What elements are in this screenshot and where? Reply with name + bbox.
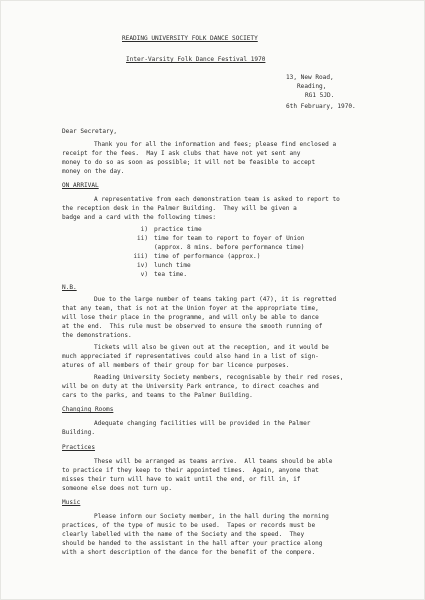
members-line: will be on duty at the University Park entrance, to direct coaches and	[62, 383, 319, 390]
arrival-line: badge and a card with the following times:	[62, 214, 217, 221]
salutation: Dear Secretary,	[62, 128, 118, 135]
address-line-1: 13, New Road,	[286, 74, 334, 81]
arrival-line: the reception desk in the Palmer Building. They will be given a	[62, 205, 297, 212]
music-line: should be handed to the assistant in the hall after your practice along	[62, 540, 323, 547]
intro-line: Thank you for all the information and fees; please find enclosed a	[94, 141, 337, 148]
practices-heading: Practices	[62, 444, 96, 451]
practices-line: to practice if they keep to their appointed times. Again, anyone that	[62, 467, 319, 474]
members-line: Reading University Society members, recognisable by their red roses,	[94, 374, 344, 381]
time-item: i) practice time	[140, 226, 202, 233]
intro-line: money to do so as soon as possible; it will not be feasible to accept	[62, 159, 316, 166]
festival-heading: Inter-Varsity Folk Dance Festival 1970	[126, 56, 266, 63]
time-item: v) tea time.	[140, 271, 188, 278]
time-item: ii) time for team to report to foyer of Union	[136, 235, 305, 242]
nb-line: at the end. This rule must be observed to ensure the smooth running of	[62, 323, 323, 330]
practices-line: someone else does not turn up.	[62, 485, 173, 492]
music-line: practices, of the type of music to be used. Tapes or records must be	[62, 522, 316, 529]
address-line-2: Reading,	[297, 83, 327, 90]
music-line: Please inform our Society member, in the hall during the morning	[94, 513, 329, 520]
nb-line: will lose their place in the programme, and will only be able to dance	[62, 314, 319, 321]
music-line: with a short description of the dance for the benefit of the compere.	[62, 549, 316, 556]
music-line: clearly labelled with the name of the Society and the speed. They	[62, 531, 305, 538]
intro-line: money on the day.	[62, 168, 125, 175]
nb-line: that any team, that is not at the Union foyer at the appropriate time,	[62, 305, 319, 312]
intro-line: receipt for the fees. May I ask clubs that have not yet sent any	[62, 150, 301, 157]
nb-line: Due to the large number of teams taking part (47), it is regretted	[94, 296, 337, 303]
practices-line: misses their turn will have to wait until the end, or fill in, if	[62, 476, 301, 483]
letter-date: 6th February, 1970.	[286, 103, 356, 110]
tickets-line: Tickets will also be given out at the reception, and it would be	[94, 344, 329, 351]
music-heading: Music	[62, 499, 81, 506]
arrival-line: A representative from each demonstration team is asked to report to	[94, 196, 340, 203]
time-item: iv) lunch time	[136, 262, 191, 269]
time-item: (approx. 8 mins. before performance time)	[154, 244, 305, 251]
society-heading: READING UNIVERSITY FOLK DANCE SOCIETY	[122, 35, 258, 42]
time-item: iii) time of performance (approx.)	[133, 253, 261, 260]
tickets-line: much appreciated if representatives could also hand in a list of sign-	[62, 353, 319, 360]
nb-line: the demonstrations.	[62, 332, 132, 339]
address-line-3: RG1 5JD.	[305, 92, 335, 99]
practices-line: These will be arranged as teams arrive. All teams should be able	[94, 458, 333, 465]
changing-line: Building.	[62, 429, 96, 436]
members-line: cars to the parks, and teams to the Palmer Building.	[62, 392, 253, 399]
tickets-line: atures of all members of their group for bar licence purposes.	[62, 362, 290, 369]
changing-line: Adequate changing facilities will be provided in the Palmer	[94, 420, 311, 427]
arrival-heading: ON ARRIVAL	[62, 182, 99, 189]
nb-heading: N.B.	[62, 284, 77, 291]
changing-heading: Changing Rooms	[62, 406, 114, 413]
